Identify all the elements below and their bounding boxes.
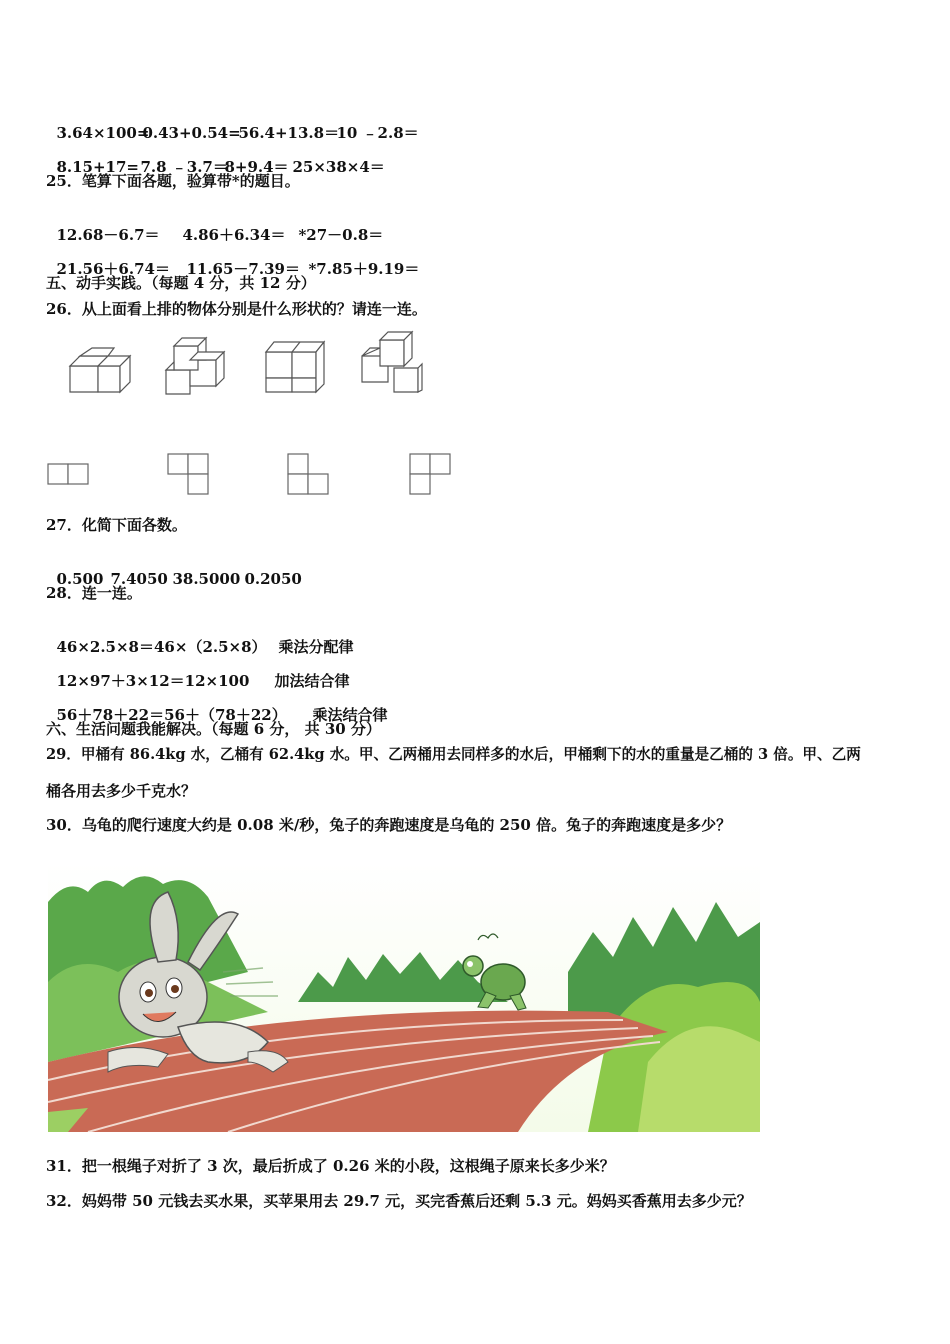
equation: 56＋78＋22＝56＋（78＋22） — [56, 706, 287, 724]
q32-text: 32．妈妈带 50 元钱去买水果，买苹果用去 29.7 元，买完香蕉后还剩 5.3 元。妈妈买香蕉用去多少元？ — [46, 1192, 752, 1210]
number-item: 0.500 — [56, 570, 104, 588]
number-item: 0.2050 — [244, 570, 302, 588]
calc-item: 8+9.4＝ — [224, 158, 289, 176]
q28-title: 28．连一连。 — [46, 584, 142, 602]
cube-object-3 — [266, 342, 324, 392]
cube-object-1 — [70, 348, 130, 392]
section-6-heading: 六、生活问题我能解决。（每题 6 分， 共 30 分） — [46, 720, 381, 738]
top-view-3 — [288, 454, 328, 494]
cube-object-2 — [166, 338, 224, 394]
calc-item: 3.64×100= — [56, 124, 150, 142]
equation: 12×97＋3×12＝12×100 — [56, 672, 250, 690]
law-label: 乘法结合律 — [312, 706, 388, 724]
equation: 46×2.5×8＝46×（2.5×8） — [56, 638, 267, 656]
q27-title: 27．化简下面各数。 — [46, 516, 187, 534]
calc-item: 8.15+17= — [56, 158, 139, 176]
cube-object-4 — [362, 332, 422, 392]
q29-line-2: 桶各用去多少千克水？ — [46, 782, 197, 800]
top-view-2 — [168, 454, 208, 494]
calc-item: 56.4+13.8＝ — [238, 124, 340, 142]
calc-item: 21.56＋6.74＝ — [56, 260, 170, 278]
calc-item: 11.65－7.39＝ — [186, 260, 300, 278]
top-view-1 — [48, 464, 88, 484]
number-item: 7.4050 — [110, 570, 168, 588]
cube-views-figure — [40, 328, 460, 498]
q25-title: 25．笔算下面各题，验算带*的题目。 — [46, 172, 300, 190]
q29-line-1: 29．甲桶有 86.4kg 水，乙桶有 62.4kg 水。甲、乙两桶用去同样多的水后，甲桶剩下的水的重量是乙桶的 3 倍。甲、乙两 — [46, 746, 861, 763]
q26-title: 26．从上面看上排的物体分别是什么形状的？请连一连。 — [46, 300, 427, 318]
rabbit-turtle-race-illustration — [48, 862, 760, 1132]
section-5-heading: 五、动手实践。（每题 4 分，共 12 分） — [46, 274, 316, 292]
law-label: 加法结合律 — [274, 672, 350, 690]
calc-item: *7.85＋9.19＝ — [308, 260, 420, 278]
calc-item: 25×38×4＝ — [292, 158, 385, 176]
q31-text: 31．把一根绳子对折了 3 次，最后折成了 0.26 米的小段，这根绳子原来长多少米？ — [46, 1157, 615, 1175]
law-label: 乘法分配律 — [278, 638, 354, 656]
calc-item: 10 ﹣2.8＝ — [336, 124, 419, 142]
top-view-4 — [410, 454, 450, 494]
calc-item: 0.43+0.54= — [142, 124, 241, 142]
number-item: 38.5000 — [172, 570, 241, 588]
calc-item: 7.8 ﹣3.7＝ — [140, 158, 228, 176]
calc-item: 4.86＋6.34＝ — [182, 226, 286, 244]
calc-item: 12.68－6.7＝ — [56, 226, 160, 244]
calc-item: *27－0.8＝ — [298, 226, 384, 244]
q30-text: 30．乌龟的爬行速度大约是 0.08 米/秒，兔子的奔跑速度是乌龟的 250 倍。兔子的奔跑速度是多少？ — [46, 816, 732, 834]
